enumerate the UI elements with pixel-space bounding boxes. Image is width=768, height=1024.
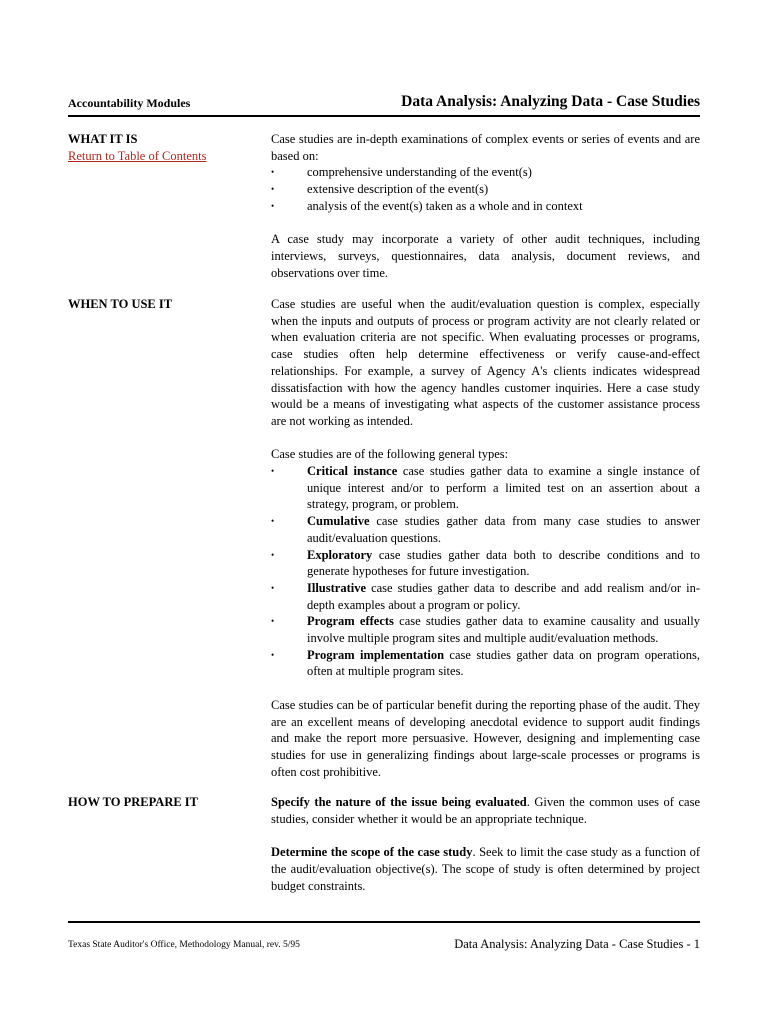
bullet-icon: •: [271, 582, 275, 593]
header-rule: [68, 115, 700, 117]
step-title: Determine the scope of the case study: [271, 845, 473, 860]
bullet-icon: •: [271, 616, 275, 627]
list-item: • Illustrative case studies gather data to describe and add realism and/or in-depth examples about a program or policy.: [271, 580, 700, 612]
bullet-icon: •: [271, 516, 275, 527]
when-to-use-it-heading: WHEN TO USE IT: [68, 297, 173, 311]
list-item: • analysis of the event(s) taken as a whole and in context: [271, 198, 583, 213]
list-item: • Program effects case studies gather data to examine causality and usually involve multiple program sites and multiple audit/evaluation methods.: [271, 614, 700, 646]
bullet-icon: •: [271, 184, 275, 195]
what-intro: Case studies are in-depth examinations of complex events or series of events and are based on:: [271, 132, 700, 163]
footer-rule: [68, 921, 700, 923]
when-paragraph-1: Case studies are useful when the audit/evaluation question is complex, especially when the inputs and outputs of process or program activity are not clearly related or when evaluation criteria are not specific. When evaluating processes or programs, case studies often help determine effectiveness or verify cause-and-effect relationships. For example, a survey of Agency A's clients indicates widespread dissatisfaction with how the agency handles customer inquiries. Here a case study would be a means of investigating what aspects of the customer assistance process are not working as intended.: [271, 297, 700, 428]
what-it-is-heading: WHAT IT IS: [68, 132, 138, 146]
how-step-2: Determine the scope of the case study. Seek to limit the case study as a function of the audit/evaluation objective(s). The scope of study is often determined by project budget constraints.: [271, 845, 700, 893]
list-item: • extensive description of the event(s): [271, 182, 489, 197]
when-paragraph-3: Case studies can be of particular benefit during the reporting phase of the audit. They are an excellent means of developing anecdotal evidence to support audit findings and make the report more persuasive. However, designing and implementing case studies for use in generalizing findings about large-scale processes or programs is often cost prohibitive.: [271, 697, 700, 779]
list-item: • Exploratory case studies gather data both to describe conditions and to generate hypotheses for future investigation.: [271, 547, 700, 579]
section-label-what-it-is: [68, 131, 206, 164]
bullet-icon: •: [271, 549, 275, 560]
footer-page-label: Data Analysis: Analyzing Data - Case Studies - 1: [454, 937, 700, 951]
list-item: • Critical instance case studies gather data to examine a single instance of unique interest and/or to perform a limited test on an assertion about a strategy, program, or problem.: [271, 464, 700, 512]
what-bullet-list: [271, 164, 700, 214]
type-term: Cumulative: [307, 514, 370, 529]
types-intro: Case studies are of the following general types:: [271, 447, 509, 462]
section-body-what-it-is: [271, 131, 700, 281]
return-to-toc-link[interactable]: Return to Table of Contents: [68, 148, 207, 163]
list-item: • Cumulative case studies gather data from many case studies to answer audit/evaluation questions.: [271, 514, 700, 545]
section-label-how-to-prepare-it: [68, 794, 198, 811]
footer-source: Texas State Auditor's Office, Methodology Manual, rev. 5/95: [68, 940, 300, 950]
section-label-when-to-use-it: [68, 296, 172, 313]
bullet-icon: •: [271, 200, 275, 211]
section-body-how-to-prepare-it: [271, 794, 700, 894]
type-term: Program effects: [307, 614, 394, 629]
step-title: Specify the nature of the issue being evaluated: [271, 795, 527, 809]
type-term: Illustrative: [307, 580, 367, 595]
list-item: • Program implementation case studies gather data on program operations, often at multiple program sites.: [271, 647, 700, 679]
how-step-1: Specify the nature of the issue being evaluated. Given the common uses of case studies, consider whether it would be an appropriate technique.: [271, 795, 701, 826]
header-module-title: Accountability Modules: [68, 96, 191, 110]
how-to-prepare-it-heading: HOW TO PREPARE IT: [68, 795, 199, 809]
header-page-title: Data Analysis: Analyzing Data - Case Studies: [401, 93, 700, 110]
section-body-when-to-use-it: [271, 296, 700, 780]
type-term: Program implementation: [307, 647, 445, 662]
list-item: • comprehensive understanding of the event(s): [271, 165, 532, 180]
bullet-icon: •: [271, 649, 275, 660]
types-list: [271, 463, 700, 680]
type-term: Exploratory: [307, 547, 373, 562]
type-term: Critical instance: [307, 464, 398, 479]
bullet-icon: •: [271, 167, 275, 178]
what-paragraph: A case study may incorporate a variety of other audit techniques, including interviews, surveys, questionnaires, data analysis, document reviews, and observations over time.: [271, 232, 700, 280]
bullet-icon: •: [271, 466, 275, 477]
